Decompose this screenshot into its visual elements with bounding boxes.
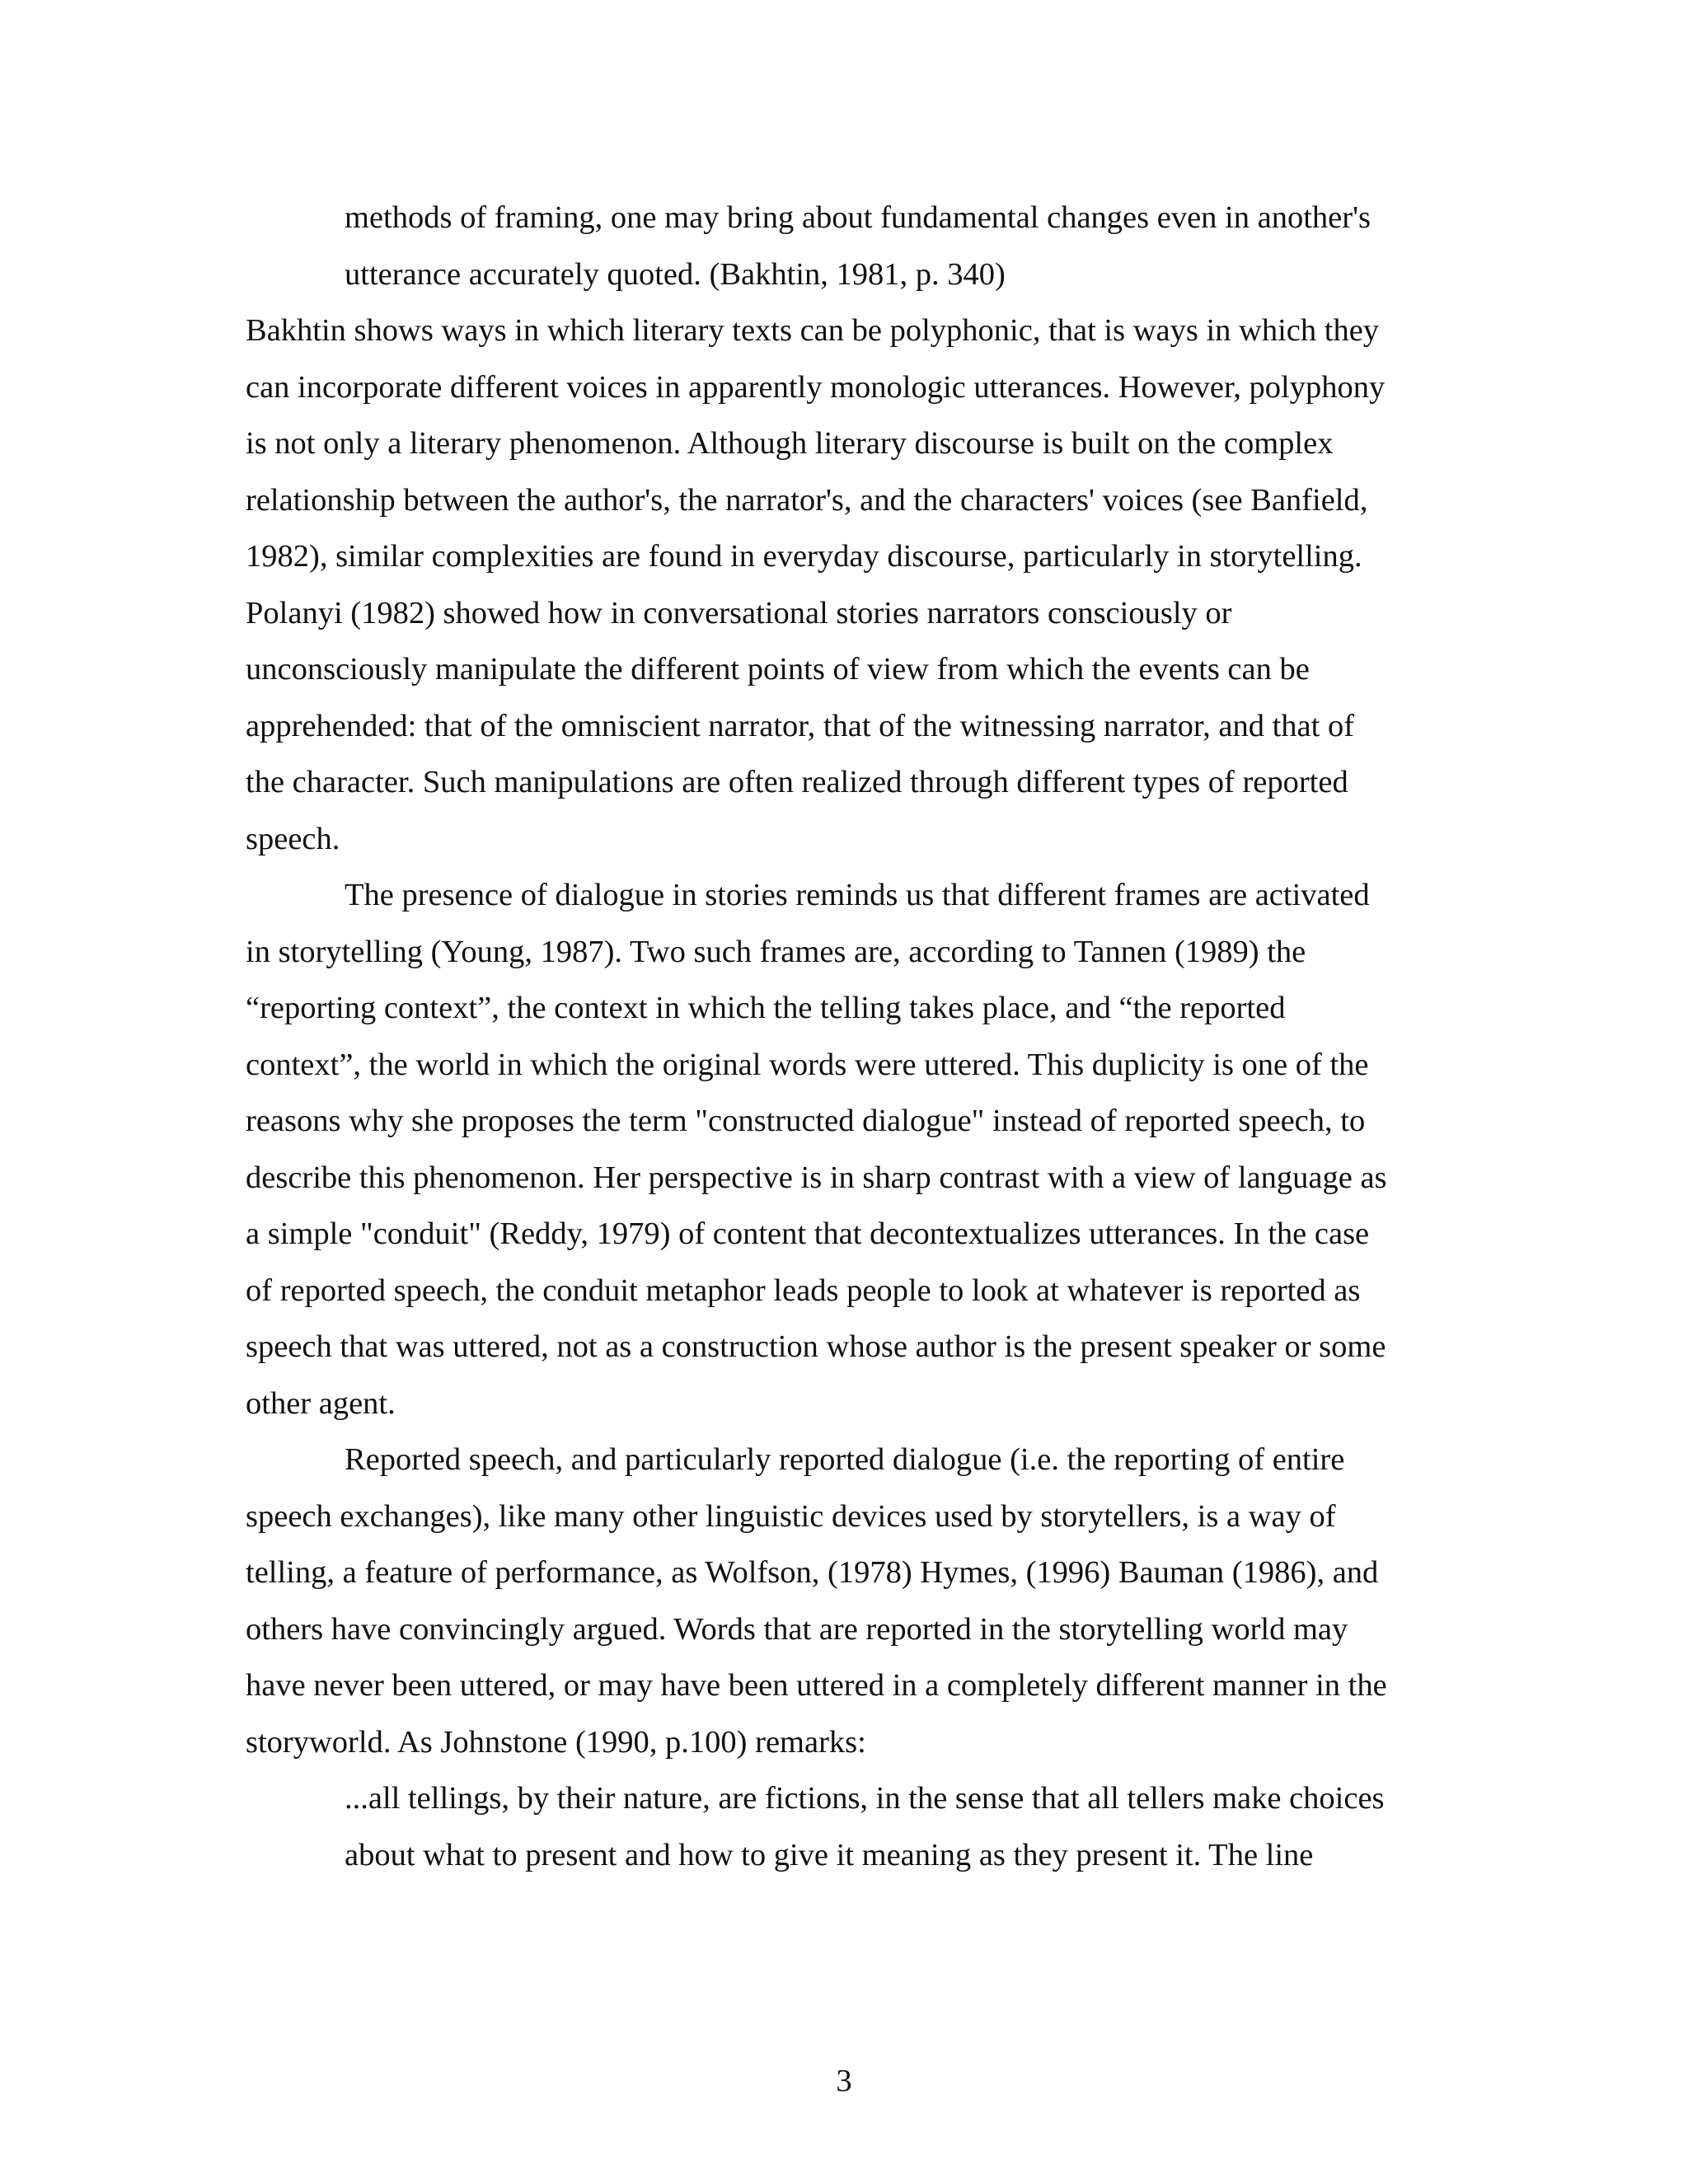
body-text xyxy=(246,302,1441,1883)
text-line: have never been uttered, or may have been uttered in a completely different manner in the xyxy=(246,1668,1387,1703)
text-line: The presence of dialogue in stories reminds us that different frames are activated xyxy=(345,878,1370,912)
text-line: Reported speech, and particularly reported dialogue (i.e. the reporting of entire xyxy=(345,1442,1345,1477)
text-line: unconsciously manipulate the different points of view from which the events can be xyxy=(246,652,1310,687)
text-line: 1982), similar complexities are found in everyday discourse, particularly in storytelling. xyxy=(246,539,1362,574)
text-line: context”, the world in which the original words were uttered. This duplicity is one of the xyxy=(246,1047,1369,1082)
page-number: 3 xyxy=(836,2064,852,2098)
block-quote-continuation xyxy=(246,190,1441,302)
quote-line: utterance accurately quoted. (Bakhtin, 1981, p. 340) xyxy=(345,256,1006,292)
text-line: describe this phenomenon. Her perspective is in sharp contrast with a view of language as xyxy=(246,1160,1387,1195)
text-line: Bakhtin shows ways in which literary texts can be polyphonic, that is ways in which they xyxy=(246,313,1380,348)
text-line: storyworld. As Johnstone (1990, p.100) remarks: xyxy=(246,1724,866,1760)
text-line: “reporting context”, the context in which the telling takes place, and “the reported xyxy=(246,991,1286,1025)
text-line: speech that was uttered, not as a construction whose author is the present speaker or some xyxy=(246,1329,1386,1364)
text-line: other agent. xyxy=(246,1385,396,1421)
quote-line: methods of framing, one may bring about fundamental changes even in another's xyxy=(345,200,1371,235)
text-line: about what to present and how to give it meaning as they present it. The line xyxy=(345,1837,1314,1872)
text-line: is not only a literary phenomenon. Although literary discourse is built on the complex xyxy=(246,426,1334,461)
text-line: of reported speech, the conduit metaphor leads people to look at whatever is reported as xyxy=(246,1272,1361,1308)
text-line: ...all tellings, by their nature, are fictions, in the sense that all tellers make choices xyxy=(345,1781,1385,1816)
text-line: reasons why she proposes the term "constructed dialogue" instead of reported speech, to xyxy=(246,1104,1366,1138)
text-line: apprehended: that of the omniscient narrator, that of the witnessing narrator, and that of xyxy=(246,708,1355,743)
text-line: others have convincingly argued. Words that are reported in the storytelling world may xyxy=(246,1611,1348,1647)
text-line: Polanyi (1982) showed how in conversational stories narrators consciously or xyxy=(246,595,1232,630)
text-line: can incorporate different voices in apparently monologic utterances. However, polyphony xyxy=(246,369,1386,405)
text-line: speech exchanges), like many other linguistic devices used by storytellers, is a way of xyxy=(246,1498,1336,1534)
text-line: relationship between the author's, the narrator's, and the characters' voices (see Banfield, xyxy=(246,482,1368,518)
text-line: a simple "conduit" (Reddy, 1979) of content that decontextualizes utterances. In the case xyxy=(246,1216,1370,1251)
text-line: in storytelling (Young, 1987). Two such frames are, according to Tannen (1989) the xyxy=(246,934,1306,969)
text-line: the character. Such manipulations are often realized through different types of reported xyxy=(246,765,1348,799)
text-line: telling, a feature of performance, as Wolfson, (1978) Hymes, (1996) Bauman (1986), and xyxy=(246,1555,1379,1590)
text-line: speech. xyxy=(246,821,340,856)
